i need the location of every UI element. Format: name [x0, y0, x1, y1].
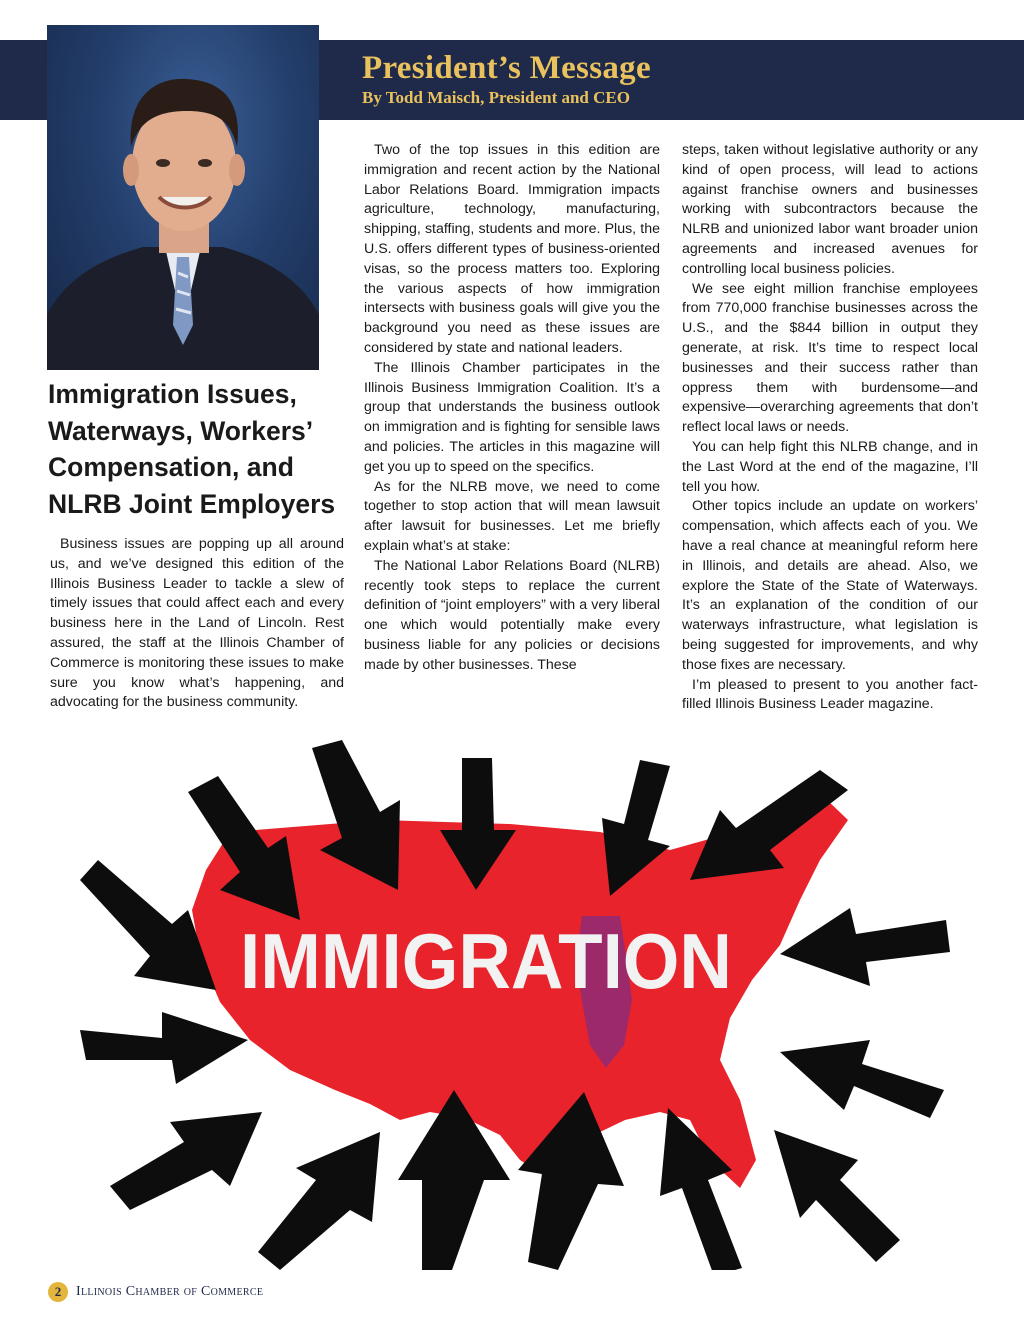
- arrow-icon: [80, 1012, 248, 1084]
- arrow-icon: [258, 1132, 380, 1270]
- illustration-word: IMMIGRATION: [240, 917, 732, 1005]
- portrait-illustration: [47, 25, 319, 370]
- body-paragraph: Other topics include an update on workers’ compensation, which affects each of you. We have a real chance at meaningful reform here in Illinois, and details are ahead. Also, we explore the State of the State of Waterways. It’s an explanation of the condition of our waterways infrastructure, what legislation is being suggested for improvements, and why those fixes are necessary.: [682, 498, 978, 673]
- headline-line: Compensation, and: [48, 452, 294, 482]
- headline-line: Immigration Issues,: [48, 379, 297, 409]
- body-column-3: [682, 141, 978, 715]
- body-paragraph: I’m pleased to present to you another fact-filled Illinois Business Leader magazine.: [682, 676, 978, 713]
- arrow-icon: [780, 908, 950, 986]
- page-title: President’s Message: [362, 50, 651, 86]
- body-paragraph: Two of the top issues in this edition are immigration and recent action by the National Labor Relations Board. Immigration impacts agriculture, technology, manufacturing, shipping, staffing, students and more. Plus, the U.S. offers different types of business-oriented visas, so the process matters too. Exploring the various aspects of how immigration intersects with business goals will give you the background you need as these issues are considered by state and national leaders.: [364, 142, 660, 356]
- body-paragraph-continued: steps, taken without legislative authority or any kind of open process, will lead to actions against franchise owners and businesses working with subcontractors because the NLRB and unionized labor want broader union agreements and increased avenues for controlling local business policies.: [682, 142, 978, 277]
- body-column-2: [364, 141, 660, 676]
- president-portrait: [47, 25, 319, 370]
- headline-line: Waterways, Workers’: [48, 415, 314, 446]
- byline: By Todd Maisch, President and CEO: [362, 88, 630, 107]
- arrow-icon: [780, 1040, 944, 1118]
- page-number: 2: [48, 1282, 68, 1302]
- arrow-icon: [110, 1112, 262, 1210]
- immigration-illustration: [80, 740, 950, 1270]
- headline-line: NLRB Joint Employers: [48, 488, 336, 519]
- body-paragraph: We see eight million franchise employees from 770,000 franchise businesses across the U.S., and the $844 billion in output they generate, at risk. It’s time to respect local businesses and their success rather than oppress them with burdensome—and expensive—overarching agreements that don’t reflect local laws or needs.: [682, 280, 978, 436]
- article-headline: [48, 376, 338, 522]
- body-paragraph: The Illinois Chamber participates in the Illinois Business Immigration Coalition. It’s a group that understands the business outlook on immigration and is fighting for sensible laws and policies. The articles in this magazine will get you up to speed on the specifics.: [364, 359, 660, 475]
- publication-name: Illinois Chamber of Commerce: [76, 1284, 264, 1299]
- intro-paragraph: Business issues are popping up all around us, and we’ve designed this edition of the Illinois Business Leader to tackle a slew of timely issues that could affect each and every business here in the Land of Lincoln. Rest assured, the staff at the Illinois Chamber of Commerce is monitoring these issues to make sure you know what’s happening, and advocating for the business community.: [50, 536, 344, 711]
- body-paragraph: You can help fight this NLRB change, and in the Last Word at the end of the magazine, I’ll tell you how.: [682, 438, 978, 495]
- body-paragraph: The National Labor Relations Board (NLRB) recently took steps to replace the current definition of “joint employers” with a very liberal one which would potentially make every business liable for any policies or decisions made by other businesses. These: [364, 557, 660, 673]
- intro-column: [50, 535, 344, 713]
- body-paragraph: As for the NLRB move, we need to come together to stop action that will mean lawsuit after lawsuit for businesses. Let me briefly explain what’s at stake:: [364, 478, 660, 554]
- page-footer: [48, 1281, 263, 1303]
- arrow-icon: [774, 1130, 900, 1262]
